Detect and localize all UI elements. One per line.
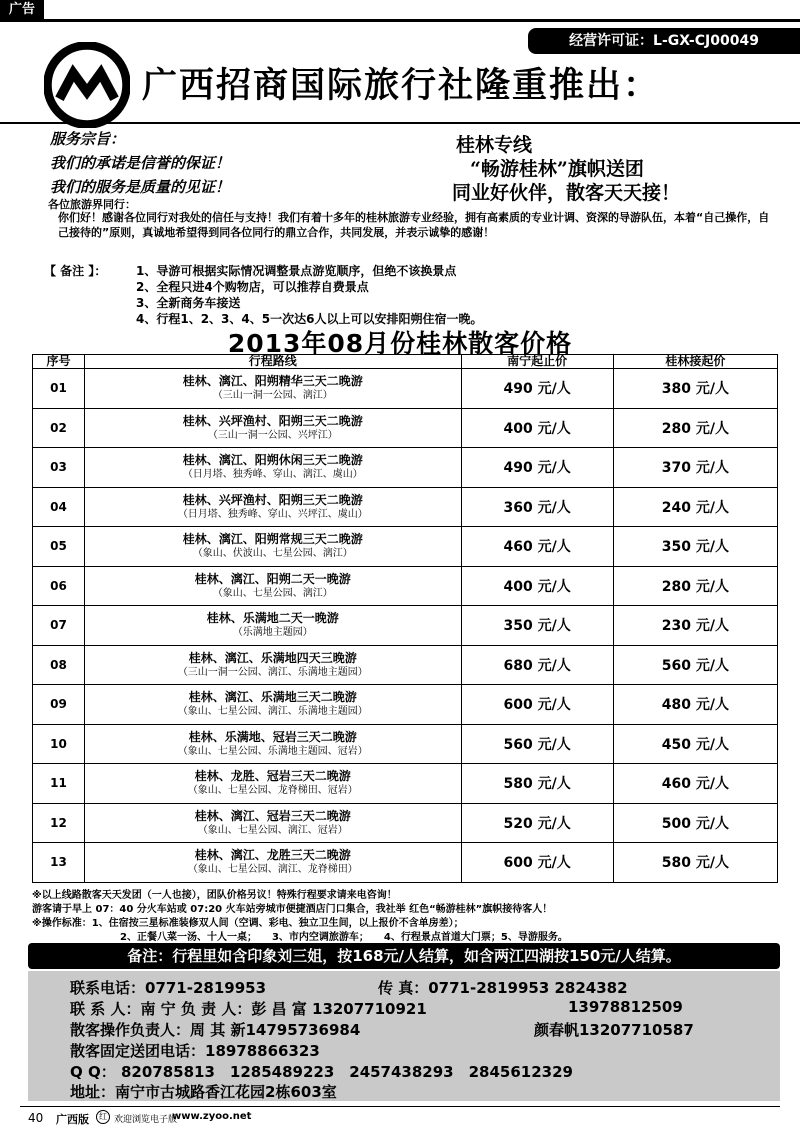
remark-item: 2、全程只进4个购物店，可以推荐自费景点 (136, 280, 369, 294)
row-route (85, 527, 462, 567)
guilin-price: 460 元/人 (613, 764, 777, 804)
row-route (85, 685, 462, 725)
table-row (33, 764, 778, 804)
contact-operator2: 颜春帆13207710587 (534, 1021, 694, 1039)
website-link[interactable]: www.zyoo.net (172, 1111, 252, 1122)
footer (20, 1106, 780, 1126)
slogan-line-2: “畅游桂林”旗帜送团 (470, 158, 644, 180)
remark-item: 4、行程1、2、3、4、5一次达6人以上可以安排阳朔住宿一晚。 (136, 312, 483, 326)
header-guilin-price: 桂林接起价 (613, 355, 777, 369)
guilin-price: 380 元/人 (613, 369, 777, 409)
nanning-price: 520 元/人 (461, 803, 613, 843)
row-route (85, 803, 462, 843)
top-bar (0, 0, 800, 22)
remark-item: 3、全新商务车接送 (136, 296, 241, 310)
slogan-line-1: 桂林专线 (456, 134, 533, 156)
route-sights: （象山、七星公园、漓江、龙脊梯田） (187, 864, 358, 876)
table-row (33, 566, 778, 606)
route-name: 桂林、漓江、冠岩三天二晚游 (194, 808, 351, 823)
row-route (85, 566, 462, 606)
contact-qq: Q Q： 820785813 1285489223 2457438293 2845612329 (70, 1063, 573, 1081)
contact-operator: 散客操作负责人：周 其 新14795736984 (70, 1021, 361, 1039)
contact-fixed-phone: 散客固定送团电话：18978866323 (70, 1042, 320, 1060)
row-route (85, 448, 462, 488)
contact-box (28, 971, 780, 1101)
row-no: 12 (33, 803, 85, 843)
guilin-price: 280 元/人 (613, 408, 777, 448)
nanning-price: 490 元/人 (461, 369, 613, 409)
route-name: 桂林、乐满地、冠岩三天二晚游 (188, 729, 357, 744)
edition-label: 广西版 (56, 1113, 89, 1126)
row-no: 03 (33, 448, 85, 488)
contact-fax: 传 真：0771-2819953 2824382 (378, 979, 628, 997)
guilin-price: 240 元/人 (613, 487, 777, 527)
nanning-price: 600 元/人 (461, 685, 613, 725)
route-name: 桂林、漓江、阳朔休闲三天二晚游 (182, 453, 363, 468)
route-name: 桂林、漓江、乐满地三天二晚游 (188, 690, 357, 705)
route-sights: （象山、伏波山、七星公园、漓江） (192, 548, 353, 560)
route-name: 桂林、漓江、阳朔常规三天二晚游 (182, 532, 363, 547)
contact-phone: 联系电话：0771-2819953 (70, 979, 267, 997)
price-table (32, 354, 778, 883)
row-route (85, 606, 462, 646)
nanning-price: 560 元/人 (461, 724, 613, 764)
route-sights: （象山、七星公园、漓江） (212, 587, 333, 599)
guilin-price: 500 元/人 (613, 803, 777, 843)
table-row (33, 527, 778, 567)
nanning-price: 490 元/人 (461, 448, 613, 488)
row-no: 10 (33, 724, 85, 764)
row-no: 09 (33, 685, 85, 725)
route-sights: （乐满地主题园） (232, 627, 313, 639)
route-name: 桂林、乐满地二天一晚游 (206, 611, 339, 626)
route-name: 桂林、龙胜、冠岩三天二晚游 (194, 769, 351, 784)
route-sights: （象山、七星公园、龙脊梯田、冠岩） (187, 785, 358, 797)
footnote: 游客请于早上 07：40 分火车站或 07:20 火车站旁城市便捷酒店门口集合，我社举 红色“畅游桂林”旗帜接待客人！ (32, 904, 553, 915)
route-sights: （日月塔、独秀峰、穿山、漓江、虞山） (182, 469, 363, 481)
table-row (33, 408, 778, 448)
footnote: ※操作标准：1、住宿按三星标准装修双人间（空调、彩电、独立卫生间，以上报价不含单房差）； (32, 918, 464, 929)
route-name: 桂林、漓江、龙胜三天二晚游 (194, 848, 351, 863)
route-name: 桂林、兴坪渔村、阳朔三天二晚游 (182, 492, 363, 507)
nanning-price: 600 元/人 (461, 843, 613, 883)
guilin-price: 480 元/人 (613, 685, 777, 725)
nanning-price: 460 元/人 (461, 527, 613, 567)
slogan-line-3: 同业好伙伴，散客天天接！ (452, 182, 681, 204)
bottom-note: 备注：行程里如含印象刘三姐，按168元/人结算，如含两江四湖按150元/人结算。 (28, 943, 780, 969)
footnote: ※以上线路散客天天发团（一人也接），团队价格另议！特殊行程要求请来电咨询！ (32, 890, 397, 901)
row-route (85, 724, 462, 764)
guilin-price: 560 元/人 (613, 645, 777, 685)
service-motto-2: 我们的服务是质量的见证！ (50, 178, 231, 196)
route-sights: （象山、七星公园、漓江、乐满地主题园） (177, 706, 368, 718)
route-sights: （三山一洞一公园、兴坪江） (207, 429, 338, 441)
guilin-price: 450 元/人 (613, 724, 777, 764)
route-sights: （象山、七星公园、乐满地主题园、冠岩） (177, 745, 368, 757)
header-no: 序号 (33, 355, 85, 369)
route-name: 桂林、漓江、阳朔精华三天二晚游 (182, 374, 363, 389)
table-row (33, 645, 778, 685)
route-sights: （象山、七星公园、漓江、冠岩） (197, 824, 348, 836)
footnote: 2、正餐八菜一汤、十人一桌； 3、市内空调旅游车； 4、行程景点首道大门票；5、导游服务。 (120, 932, 568, 943)
row-no: 05 (33, 527, 85, 567)
guilin-price: 580 元/人 (613, 843, 777, 883)
table-row (33, 487, 778, 527)
contact-nanning-head: 联 系 人：南 宁 负 责 人：彭 昌 富 13207710921 (70, 1000, 427, 1018)
ad-tag: 广告 (0, 0, 44, 20)
table-row (33, 369, 778, 409)
nanning-price: 400 元/人 (461, 408, 613, 448)
table-row (33, 685, 778, 725)
row-no: 11 (33, 764, 85, 804)
contact-nanning-phone2: 13978812509 (568, 998, 683, 1016)
row-no: 06 (33, 566, 85, 606)
table-row (33, 724, 778, 764)
contact-address: 地址：南宁市古城路香江花园2栋603室 (70, 1083, 337, 1101)
row-route (85, 369, 462, 409)
nanning-price: 680 元/人 (461, 645, 613, 685)
welcome-text: 欢迎浏览电子版 (114, 1115, 178, 1125)
route-name: 桂林、漓江、乐满地四天三晚游 (188, 650, 357, 665)
table-header-row (33, 355, 778, 369)
row-route (85, 843, 462, 883)
row-no: 02 (33, 408, 85, 448)
price-table-title: 2013年08月份桂林散客价格 (227, 329, 573, 358)
guilin-price: 280 元/人 (613, 566, 777, 606)
guilin-price: 230 元/人 (613, 606, 777, 646)
edition-badge-icon: 红 (96, 1110, 110, 1124)
guilin-price: 370 元/人 (613, 448, 777, 488)
row-no: 13 (33, 843, 85, 883)
company-logo-icon (44, 42, 130, 128)
route-sights: （三山一洞一公园、漓江、乐满地主题园） (177, 666, 368, 678)
row-route (85, 764, 462, 804)
route-name: 桂林、兴坪渔村、阳朔三天二晚游 (182, 413, 363, 428)
row-route (85, 487, 462, 527)
row-route (85, 645, 462, 685)
row-no: 08 (33, 645, 85, 685)
header-nanning-price: 南宁起止价 (461, 355, 613, 369)
route-name: 桂林、漓江、阳朔二天一晚游 (194, 571, 351, 586)
peer-greeting-title: 各位旅游界同行： (48, 198, 136, 211)
table-row (33, 606, 778, 646)
service-motto-1: 我们的承诺是信誉的保证！ (50, 154, 231, 172)
guilin-price: 350 元/人 (613, 527, 777, 567)
header-route: 行程路线 (85, 355, 462, 369)
nanning-price: 580 元/人 (461, 764, 613, 804)
service-motto-title: 服务宗旨： (50, 130, 126, 148)
route-sights: （日月塔、独秀峰、穿山、兴坪江、虞山） (177, 508, 368, 520)
route-sights: （三山一洞一公园、漓江） (212, 390, 333, 402)
table-row (33, 803, 778, 843)
row-no: 04 (33, 487, 85, 527)
row-no: 07 (33, 606, 85, 646)
table-row (33, 448, 778, 488)
row-route (85, 408, 462, 448)
nanning-price: 360 元/人 (461, 487, 613, 527)
page-number: 40 (28, 1111, 44, 1125)
nanning-price: 350 元/人 (461, 606, 613, 646)
divider (0, 122, 800, 124)
headline: 广西招商国际旅行社隆重推出： (142, 66, 661, 106)
nanning-price: 400 元/人 (461, 566, 613, 606)
row-no: 01 (33, 369, 85, 409)
peer-greeting-text: 你们好！感谢各位同行对我处的信任与支持！我们有着十多年的桂林旅游专业经验，拥有高素质的专业计调、资深的导游队伍，本着“自己操作，自己接待的”原则，真诚地希望得到同各位同行的鼎立合作，共同发展，并表示诚挚的感谢！ (58, 211, 770, 239)
license-number: 经营许可证：L-GX-CJ00049 (528, 28, 800, 54)
remark-item: 1、导游可根据实际情况调整景点游览顺序，但绝不该换景点 (136, 264, 457, 278)
table-row (33, 843, 778, 883)
remarks-label: 【 备注 】： (44, 264, 107, 278)
